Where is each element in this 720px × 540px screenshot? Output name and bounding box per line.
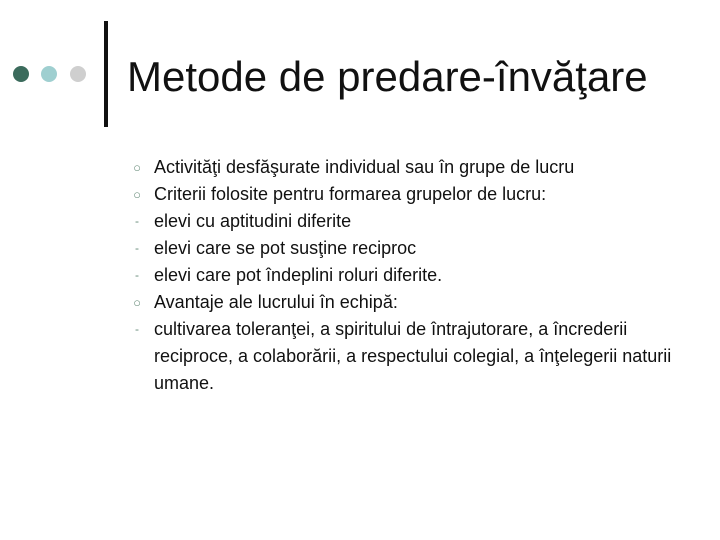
list-item [130, 235, 710, 262]
list-item [130, 208, 710, 235]
decorative-dot-dark [13, 66, 29, 82]
bullet-list [130, 154, 710, 397]
dash-icon: - [135, 322, 139, 336]
list-item-text: cultivarea toleranţei, a spiritului de întrajutorare, a încrederii reciproce, a colaborării, a respectului colegial, a înţelegerii naturii umane. [154, 319, 672, 393]
list-item [130, 289, 710, 316]
dash-icon: - [135, 241, 139, 255]
dash-icon: - [135, 214, 139, 228]
list-item-text: Criterii folosite pentru formarea grupelor de lucru: [154, 184, 547, 204]
hollow-circle-icon: ○ [133, 160, 141, 175]
list-item-text: elevi cu aptitudini diferite [154, 211, 352, 231]
list-item [130, 262, 710, 289]
decorative-dot-light [41, 66, 57, 82]
dash-icon: - [135, 268, 139, 282]
list-item [130, 154, 710, 181]
list-item-text: Activităţi desfăşurate individual sau în grupe de lucru [154, 157, 575, 177]
list-item-text: elevi care pot îndeplini roluri diferite. [154, 265, 443, 285]
title-divider [104, 21, 108, 127]
list-item [130, 316, 710, 397]
list-item [130, 181, 710, 208]
list-item-text: elevi care se pot susţine reciproc [154, 238, 417, 258]
decorative-dot-gray [70, 66, 86, 82]
slide-title: Metode de predare-învăţare [127, 53, 648, 100]
hollow-circle-icon: ○ [133, 295, 141, 310]
list-item-text: Avantaje ale lucrului în echipă: [154, 292, 398, 312]
hollow-circle-icon: ○ [133, 187, 141, 202]
